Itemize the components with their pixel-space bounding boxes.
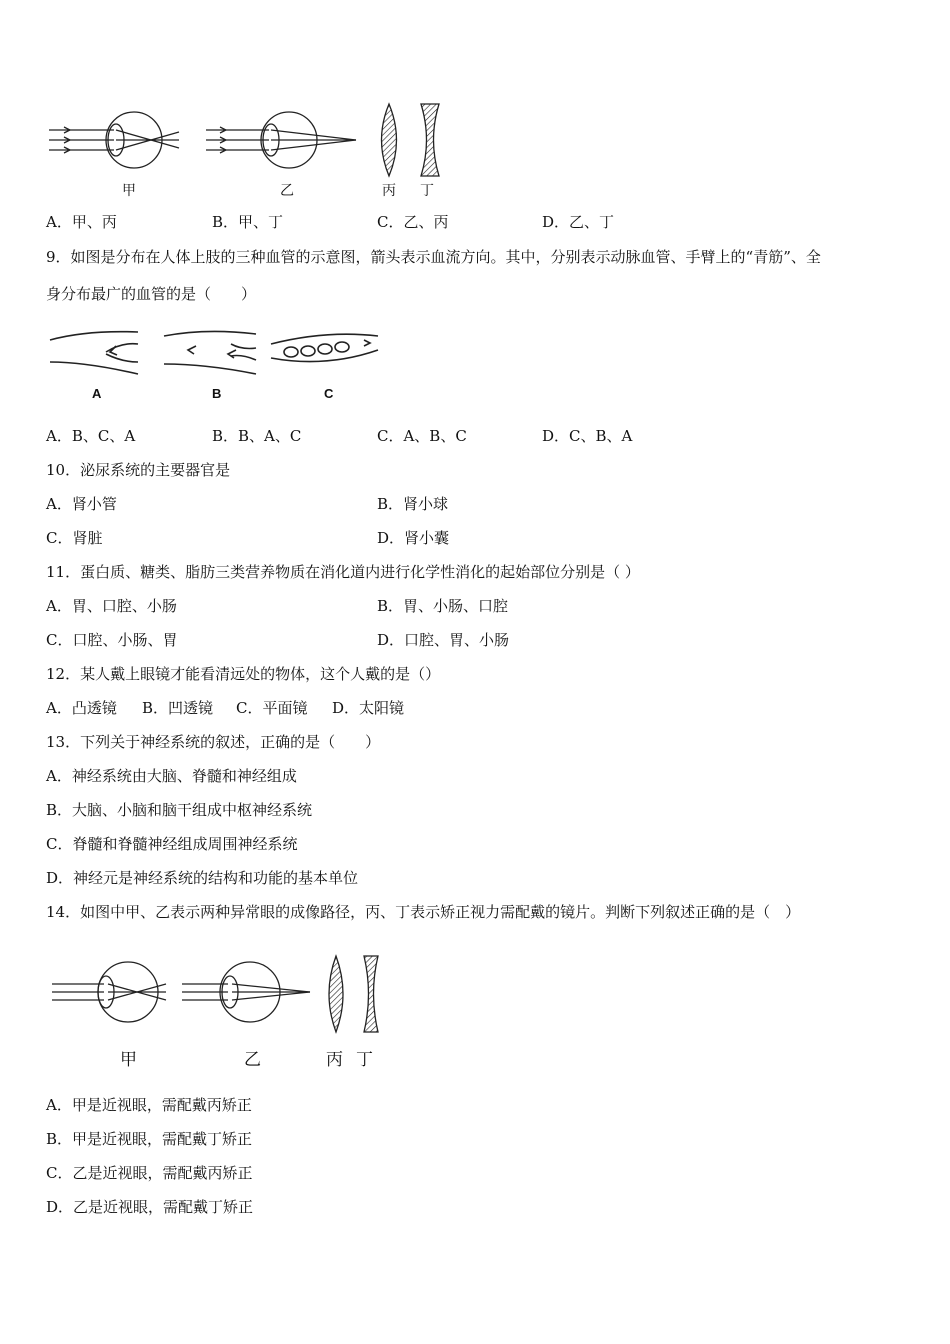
q10-option-a: A．肾小管 xyxy=(46,495,117,513)
concave-lens-ding xyxy=(421,104,439,176)
q8-option-d: D．乙、丁 xyxy=(542,213,615,231)
q12-option-b: B．凹透镜 xyxy=(142,699,214,717)
q10-stem: 10．泌尿系统的主要器官是 xyxy=(46,461,231,479)
fig-label-bing: 丙 xyxy=(382,183,396,199)
q14-option-c: C．乙是近视眼，需配戴丙矫正 xyxy=(46,1164,253,1182)
convex-lens-bing xyxy=(382,104,397,176)
q9-option-a: A．B、C、A xyxy=(46,427,136,445)
concave-lens-ding-q14 xyxy=(364,956,378,1032)
fig-label-jia: 甲 xyxy=(122,183,136,199)
fig-label-ding: 丁 xyxy=(420,183,434,199)
fig-label-yi: 乙 xyxy=(280,183,294,199)
q13-stem: 13．下列关于神经系统的叙述，正确的是（ ） xyxy=(46,733,381,751)
q13-option-d: D．神经元是神经系统的结构和功能的基本单位 xyxy=(46,869,359,887)
q9-option-b: B．B、A、C xyxy=(212,427,302,445)
q14-option-d: D．乙是近视眼，需配戴丁矫正 xyxy=(46,1198,254,1216)
q12-option-c: C．平面镜 xyxy=(236,699,308,717)
eye-figure-q14 xyxy=(48,952,388,1040)
q9-option-c: C．A、B、C xyxy=(377,427,467,445)
vessel-label-a: A xyxy=(92,386,102,401)
q11-option-b: B．胃、小肠、口腔 xyxy=(377,597,509,615)
eye-yi-diagram-q14 xyxy=(182,962,310,1022)
q9-option-d: D．C、B、A xyxy=(542,427,633,445)
vessel-label-b: B xyxy=(212,386,222,401)
q9-stem-line2: 身分布最广的血管的是（ ） xyxy=(46,285,257,303)
q14-fig-label-yi: 乙 xyxy=(244,1050,261,1070)
q8-option-c: C．乙、丙 xyxy=(377,213,449,231)
q14-fig-label-jia: 甲 xyxy=(120,1050,137,1070)
q10-option-c: C．肾脏 xyxy=(46,529,103,547)
q14-option-a: A．甲是近视眼，需配戴丙矫正 xyxy=(46,1096,252,1114)
convex-lens-bing-q14 xyxy=(329,956,343,1032)
q9-stem-line1: 9．如图是分布在人体上肢的三种血管的示意图，箭头表示血流方向。其中，分别表示动脉血管、手臂上的“青筋”、全 xyxy=(46,248,821,266)
q12-option-d: D．太阳镜 xyxy=(332,699,405,717)
q12-stem: 12．某人戴上眼镜才能看清远处的物体，这个人戴的是（） xyxy=(46,665,441,683)
q14-fig-label-ding: 丁 xyxy=(356,1050,373,1070)
q13-option-c: C．脊髓和脊髓神经组成周围神经系统 xyxy=(46,835,298,853)
q8-option-b: B．甲、丁 xyxy=(212,213,284,231)
q11-option-a: A．胃、口腔、小肠 xyxy=(46,597,177,615)
q11-stem: 11．蛋白质、糖类、脂肪三类营养物质在消化道内进行化学性消化的起始部位分别是（ ） xyxy=(46,563,640,581)
eye-jia-diagram-q14 xyxy=(52,962,166,1022)
q14-option-b: B．甲是近视眼，需配戴丁矫正 xyxy=(46,1130,253,1148)
q13-option-a: A．神经系统由大脑、脊髓和神经组成 xyxy=(46,767,297,785)
vessel-label-c: C xyxy=(324,386,334,401)
eye-yi-diagram xyxy=(206,112,356,168)
blood-vessel-figure xyxy=(46,322,386,382)
q10-option-b: B．肾小球 xyxy=(377,495,449,513)
q14-stem: 14．如图中甲、乙表示两种异常眼的成像路径，丙、丁表示矫正视力需配戴的镜片。判断下列叙述正确的是（ ） xyxy=(46,903,801,921)
q10-option-d: D．肾小囊 xyxy=(377,529,450,547)
eye-jia-diagram xyxy=(49,112,179,168)
eye-figure-top xyxy=(44,100,464,180)
q14-fig-label-bing: 丙 xyxy=(326,1050,343,1070)
q11-option-c: C．口腔、小肠、胃 xyxy=(46,631,178,649)
q11-option-d: D．口腔、胃、小肠 xyxy=(377,631,510,649)
q8-option-a: A．甲、丙 xyxy=(46,213,117,231)
q13-option-b: B．大脑、小脑和脑干组成中枢神经系统 xyxy=(46,801,313,819)
q12-option-a: A．凸透镜 xyxy=(46,699,117,717)
